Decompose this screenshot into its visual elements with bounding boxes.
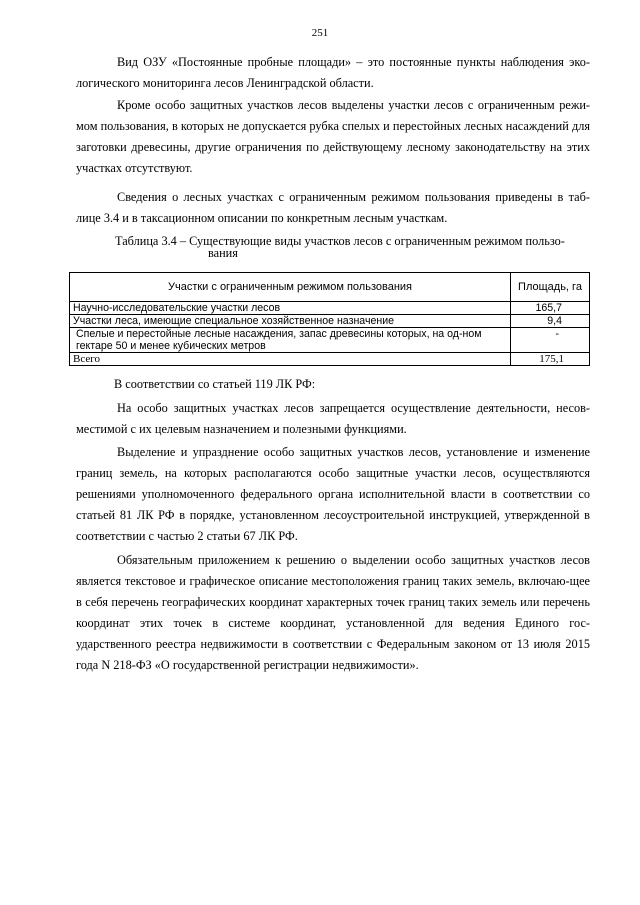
row-area: 165,7 bbox=[511, 302, 590, 315]
paragraph-limited-regime: Кроме особо защитных участков лесов выделены участки лесов с ограниченным режи-мом пользования, в которых не допускается рубка спелых и перестойных лесных насаждений для заготовки древесины, другие ограничения по действующему лесному законодательству на этих участках отсутствуют. bbox=[76, 98, 590, 175]
row-name: Научно-исследовательские участки лесов bbox=[70, 302, 511, 315]
page-number: 251 bbox=[311, 27, 329, 39]
total-label: Всего bbox=[70, 353, 511, 366]
table-caption-line-1: Таблица 3.4 – Существующие виды участков лесов с ограниченным режимом пользо- bbox=[115, 234, 565, 248]
row-name: Спелые и перестойные лесные насаждения, запас древесины которых, на од-ном гектаре 50 и менее кубических метров bbox=[70, 328, 511, 353]
table-caption bbox=[115, 235, 593, 259]
table-header-row bbox=[70, 273, 590, 302]
row-area: 9,4 bbox=[511, 315, 590, 328]
paragraph-ozu: Вид ОЗУ «Постоянные пробные площади» – это постоянные пункты наблюдения эко-логического мониторинга лесов Ленинградской области. bbox=[76, 55, 590, 90]
table-row bbox=[70, 302, 590, 315]
paragraph-prohibition: На особо защитных участках лесов запрещается осуществление деятельности, несов-местимой с их целевым назначением и полезными функциями. bbox=[76, 401, 590, 436]
table-row bbox=[70, 328, 590, 353]
limited-regime-table bbox=[69, 272, 590, 366]
header-plots: Участки с ограниченным режимом пользования bbox=[70, 273, 511, 302]
table-total-row bbox=[70, 353, 590, 366]
paragraph-article-119: В соответствии со статьей 119 ЛК РФ: bbox=[114, 377, 316, 391]
paragraph-allocation: Выделение и упразднение особо защитных участков лесов, установление и изменение границ земель, на которых располагаются особо защитные участки лесов, осуществляются решениями уполномоченного федерального органа исполнительной власти в соответствии со статьей 81 ЛК РФ в порядке, установленном лесоустроительной инструкцией, утвержденной в соответствии с частью 2 статьи 67 ЛК РФ. bbox=[76, 445, 590, 543]
paragraph-table-reference: Сведения о лесных участках с ограниченным режимом пользования приведены в таб-лице 3.4 и в таксационном описании по конкретным лесным участкам. bbox=[76, 190, 590, 225]
table-caption-line-2: вания bbox=[208, 246, 238, 260]
header-area: Площадь, га bbox=[511, 273, 590, 302]
table-row bbox=[70, 315, 590, 328]
row-name: Участки леса, имеющие специальное хозяйственное назначение bbox=[70, 315, 511, 328]
paragraph-mandatory-annex: Обязательным приложением к решению о выделении особо защитных участков лесов является текстовое и графическое описание местоположения границ таких земель, включаю-щее в себя перечень географических координат характерных точек границ таких земель или перечень координат этих точек в системе координат, установленной для ведения Единого гос-ударственного реестра недвижимости в соответствии с Федеральным законом от 13 июля 2015 года N 218-ФЗ «О государственной регистрации недвижимости». bbox=[76, 553, 590, 672]
total-value: 175,1 bbox=[511, 353, 590, 366]
row-area: - bbox=[511, 328, 590, 353]
